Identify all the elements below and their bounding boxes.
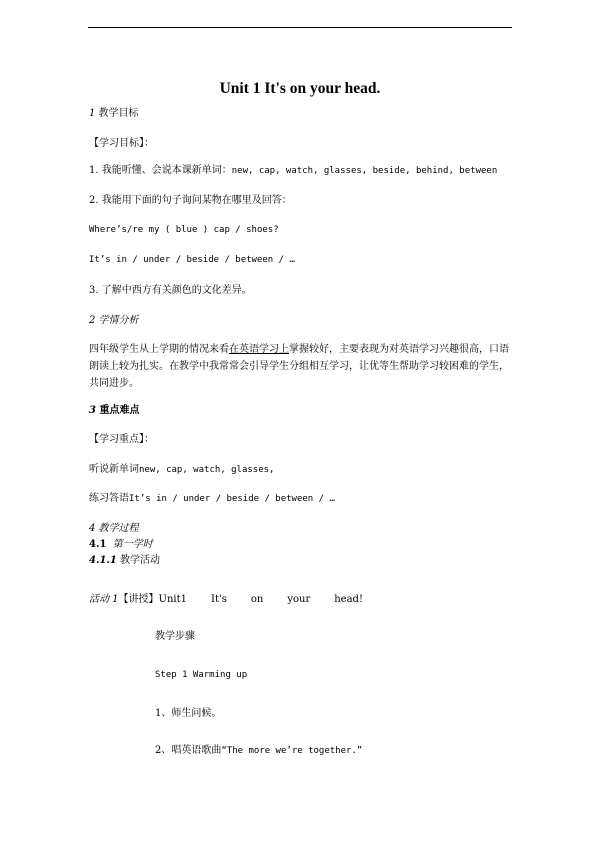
section-1-heading [89,107,139,120]
activity-word: on [250,594,264,605]
section-text: 教学目标 [95,108,139,119]
key-label: 【学习重点】： [89,434,154,445]
step-item-1: 1、师生问候。 [155,708,222,719]
section-number: 4 [89,523,96,534]
goal-1-text: 1. 我能听懂、会说本课新单词： [89,165,232,176]
section-2-heading [89,314,139,327]
header-rule [88,27,512,28]
activity-prefix: 活动 1 [89,594,119,605]
key-2-text: 练习答语 [89,493,129,504]
subsection-4-1-1 [89,554,160,567]
section-number: 3 [89,405,96,416]
step-item-2-text: 2、唱英语歌曲 [155,745,222,756]
section-number: 2 [89,315,96,326]
activity-label: 【讲授】 [118,594,159,605]
activity-word: head! [334,594,363,605]
section-3-heading [89,404,139,417]
activity-word: It's [211,594,227,605]
goal-2: 2. 我能用下面的句子询问某物在哪里及回答： [89,195,292,206]
teaching-steps-label: 教学步骤 [155,631,195,642]
page-title: Unit 1 It's on your head. [219,80,381,97]
step-1-heading: Step 1 Warming up [155,670,248,680]
goal-3: 3. 了解中西方有关颜色的文化差异。 [89,285,252,296]
key-point-2 [89,492,335,506]
activity-1-line [89,593,363,606]
analysis-text-1: 四年级学生从上学期的情况来看 [89,344,229,355]
section-text: 学情分析 [95,315,139,326]
section-text: 重点难点 [95,405,140,416]
analysis-text-2: 掌握较好，主要表现为对英语学习兴趣很高，口语朗读上较为扎实。在教学中我常常会引导学生分组相互学习，让优等生帮助学习较困难的学生，共同进步。 [89,344,509,389]
analysis-underlined: 在英语学习上 [229,344,289,355]
subsection-4-1 [89,538,153,551]
goals-label: 【学习目标】： [89,138,154,149]
song-title: “The more we’re together.” [221,746,363,756]
subsection-text: 第一学时 [112,539,153,550]
subsection-number: 4.1.1 [89,555,117,566]
key-point-1 [89,463,274,477]
section-text: 教学过程 [95,523,139,534]
subsection-text: 教学活动 [116,555,161,566]
key-1-text: 听说新单词 [89,464,139,475]
goal-1 [89,164,497,178]
subsection-number: 4.1 [89,539,107,550]
key-2-words: It’s in / under / beside / between / … [129,494,335,504]
analysis-paragraph [89,341,513,392]
activity-word: Unit1 [158,594,187,605]
answer-line: It’s in / under / beside / between / … [89,255,295,265]
section-4-heading [89,522,139,535]
step-item-2 [155,744,362,758]
goal-1-words: new, cap, watch, glasses, beside, behind, between [231,166,498,176]
key-1-words: new, cap, watch, glasses, [139,465,275,475]
question-line: Where’s/re my ( blue ) cap / shoes? [89,225,279,235]
activity-word: your [287,594,311,605]
section-number: 1 [89,108,96,119]
